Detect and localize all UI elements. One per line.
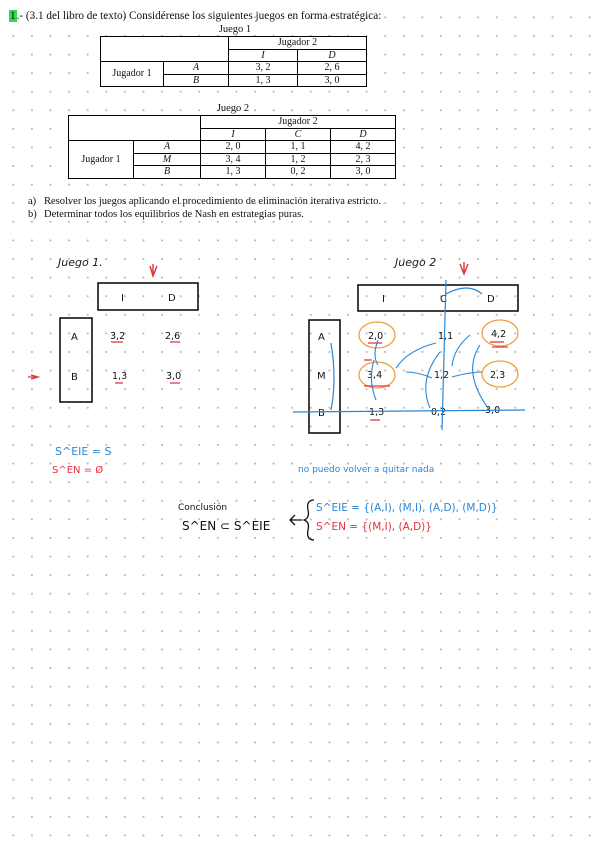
hw-game2-cell: 4,2 xyxy=(491,329,507,340)
game1-title: Juego 1 xyxy=(218,24,252,35)
game2-payoff-cell: 2, 0 xyxy=(201,141,266,154)
game2-row-player: Jugador 1 xyxy=(69,141,134,179)
game1-row-strategy: B xyxy=(164,74,229,87)
hw-game1-row: B xyxy=(71,372,78,383)
hw-game2-col: C xyxy=(440,294,447,305)
game2-row-strategy: A xyxy=(134,141,201,154)
hw-game1-en: S^EN = Ø xyxy=(52,465,104,476)
hw-game1-col: I xyxy=(121,293,124,304)
hw-game1-col-box xyxy=(98,283,198,310)
question-a: a) Resolver los juegos aplicando el procedimiento de eliminación iterativa estricto. xyxy=(28,196,382,207)
blue-arrow xyxy=(396,343,436,368)
hw-game2-row: B xyxy=(318,408,325,419)
game2-payoff-cell: 1, 3 xyxy=(201,166,266,179)
game1-col-player: Jugador 2 xyxy=(229,37,367,50)
hw-game1-cell: 3,2 xyxy=(110,331,126,342)
blue-arrow xyxy=(452,335,470,366)
game1-payoff-cell: 3, 0 xyxy=(298,74,367,87)
hw-game1-row: A xyxy=(71,332,78,343)
hw-game2-row: M xyxy=(317,371,326,382)
question-b: b) Determinar todos los equilibrios de Nash en estrategias puras. xyxy=(28,209,304,220)
game2-payoff-cell: 3, 4 xyxy=(201,153,266,166)
game2-col-strategy: I xyxy=(201,128,266,141)
game2-payoff-cell: 3, 0 xyxy=(331,166,396,179)
hw-game2-cell: 0,2 xyxy=(431,407,447,418)
hw-game2-row: A xyxy=(318,332,325,343)
hw-conclusion-title: Conclusión xyxy=(178,503,228,513)
hw-game2-cell: 1,1 xyxy=(438,331,454,342)
blue-arrow-c-to-d xyxy=(446,288,482,294)
blue-arrow xyxy=(375,340,378,365)
game2-payoff-cell: 1, 2 xyxy=(266,153,331,166)
game2-col-player: Jugador 2 xyxy=(201,116,396,129)
hw-game1-cell: 1,3 xyxy=(112,371,128,382)
game2-row-strategy: M xyxy=(134,153,201,166)
left-arrow-icon xyxy=(290,515,302,525)
hw-game2-cell: 1,3 xyxy=(369,407,385,418)
hw-game2-en-set: S^EN = {(M,I), (A,D)} xyxy=(316,521,432,533)
red-down-arrow-icon xyxy=(460,262,468,274)
game1-payoff-cell: 2, 6 xyxy=(298,62,367,75)
game1-row-player: Jugador 1 xyxy=(101,62,164,87)
red-down-arrow-icon xyxy=(150,264,157,276)
hw-game1-cell: 2,6 xyxy=(165,331,181,342)
game1-row-strategy: A xyxy=(164,62,229,75)
game1-payoff-cell: 3, 2 xyxy=(229,62,298,75)
hw-game2-note: no puedo volver a quitar nada xyxy=(298,465,435,475)
game1-col-strategy: D xyxy=(298,49,367,62)
hw-game1-label: Juego 1. xyxy=(58,256,103,269)
hw-brace xyxy=(304,500,314,540)
hw-game2-eie-set: S^EIE = {(A,I), (M,I), (A,D), (M,D)} xyxy=(316,502,498,514)
hw-game2-cell: 3,0 xyxy=(485,405,501,416)
game2-payoff-cell: 4, 2 xyxy=(331,141,396,154)
exercise-text: .- (3.1 del libro de texto) Considérense los siguientes juegos en forma estratégica: xyxy=(16,10,382,22)
blue-arrow xyxy=(452,372,482,377)
hw-game2-cell: 2,0 xyxy=(368,331,384,342)
game2-payoff-cell: 2, 3 xyxy=(331,153,396,166)
hw-game1-col: D xyxy=(168,293,176,304)
hw-game1-row-box xyxy=(60,318,92,402)
hw-game2-col: I xyxy=(382,294,385,305)
hw-game2-cell: 1,2 xyxy=(434,370,450,381)
hw-game2-label: Juego 2 xyxy=(395,256,437,269)
game1-payoff-cell: 1, 3 xyxy=(229,74,298,87)
game2-row-strategy: B xyxy=(134,166,201,179)
hw-conclusion-formula: S^EN ⊂ S^EIE xyxy=(182,519,271,533)
hw-game2-col: D xyxy=(487,294,495,305)
hw-game2-cell: 2,3 xyxy=(490,370,506,381)
red-right-arrow-icon xyxy=(28,375,38,379)
blue-arrow xyxy=(473,345,488,408)
hw-game2-cell: 3,4 xyxy=(367,370,383,381)
game1-col-strategy: I xyxy=(229,49,298,62)
game2-col-strategy: D xyxy=(331,128,396,141)
game2-payoff-cell: 0, 2 xyxy=(266,166,331,179)
blue-curve-row-arrow xyxy=(331,343,334,410)
hw-game1-cell: 3,0 xyxy=(166,371,182,382)
hw-game1-eie: S^EIE = S xyxy=(55,445,112,458)
game2-payoff-cell: 1, 1 xyxy=(266,141,331,154)
game2-col-strategy: C xyxy=(266,128,331,141)
exercise-number: 1 xyxy=(10,10,16,22)
game2-title: Juego 2 xyxy=(216,103,250,114)
